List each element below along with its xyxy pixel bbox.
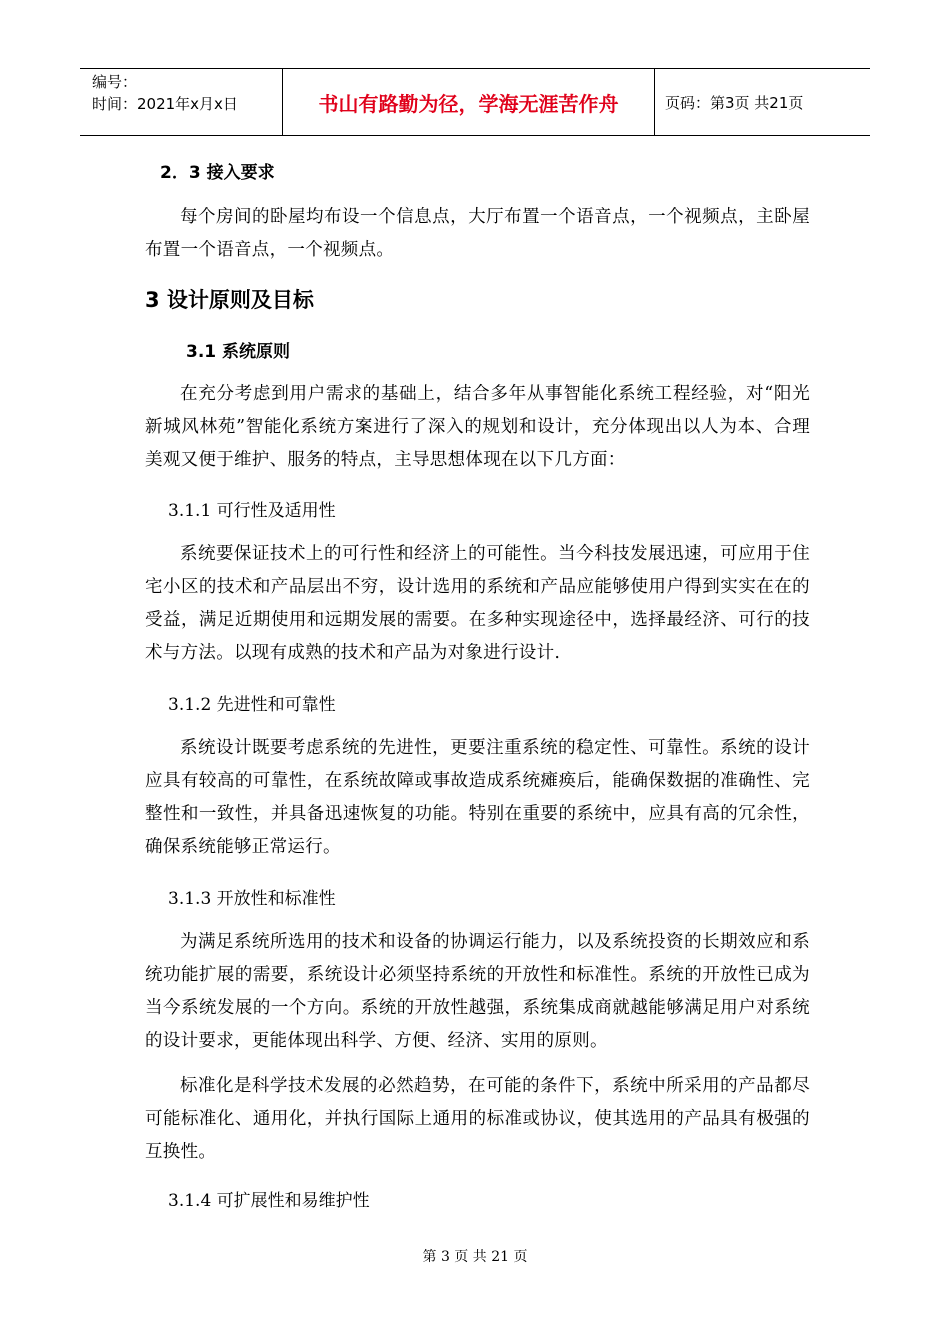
section-3-1-3-paragraph-1: 为满足系统所选用的技术和设备的协调运行能力，以及系统投资的长期效应和系统功能扩展的需要，系统设计必须坚持系统的开放性和标准性。系统的开放性已成为当今系统发展的一个方向。系统的开放性越强，系统集成商就越能够满足用户对系统的设计要求，更能体现出科学、方便、经济、实用的原则。 (145, 932, 810, 1051)
section-2-3-title: 2．3 接入要求 (160, 163, 275, 183)
page-header (80, 68, 870, 136)
section-3-1-3-paragraph-2: 标准化是科学技术发展的必然趋势，在可能的条件下，系统中所采用的产品都尽可能标准化、通用化，并执行国际上通用的标准或协议，使其选用的产品具有极强的互换性。 (145, 1076, 810, 1162)
section-3-1-title: 3.1 系统原则 (186, 342, 291, 362)
time-label: 时间：2021年x月x日 (92, 95, 238, 113)
section-3-1-4-title: 3.1.4 可扩展性和易维护性 (168, 1191, 370, 1211)
section-3-1-2-title: 3.1.2 先进性和可靠性 (168, 695, 336, 715)
section-2-3-paragraph: 每个房间的卧屋均布设一个信息点，大厅布置一个语音点，一个视频点，主卧屋布置一个语音点，一个视频点。 (145, 207, 810, 260)
section-3-1-1-title: 3.1.1 可行性及适用性 (168, 501, 336, 521)
number-label: 编号： (92, 73, 138, 91)
section-3-1-2-paragraph: 系统设计既要考虑系统的先进性，更要注重系统的稳定性、可靠性。系统的设计应具有较高的可靠性，在系统故障或事故造成系统瘫痪后，能确保数据的准确性、完整性和一致性，并具备迅速恢复的功能。特别在重要的系统中，应具有高的冗余性，确保系统能够正常运行。 (145, 738, 810, 857)
header-meta (80, 69, 282, 135)
section-3-1-3-title: 3.1.3 开放性和标准性 (168, 889, 336, 909)
header-motto: 书山有路勤为径，学海无涯苦作舟 (282, 69, 655, 135)
section-3-title: 3 设计原则及目标 (145, 288, 314, 312)
page-footer: 第 3 页 共 21 页 (422, 1249, 528, 1265)
section-3-1-paragraph: 在充分考虑到用户需求的基础上，结合多年从事智能化系统工程经验，对“阳光新城风林苑”智能化系统方案进行了深入的规划和设计，充分体现出以人为本、合理美观又便于维护、服务的特点，主导思想体现在以下几方面： (145, 384, 810, 470)
section-3-1-1-paragraph: 系统要保证技术上的可行性和经济上的可能性。当今科技发展迅速，可应用于住宅小区的技术和产品层出不穷，设计选用的系统和产品应能够使用户得到实实在在的受益，满足近期使用和远期发展的需要。在多种实现途径中，选择最经济、可行的技术与方法。以现有成熟的技术和产品为对象进行设计. (145, 544, 810, 663)
header-page-info: 页码：第3页 共21页 (665, 93, 804, 112)
